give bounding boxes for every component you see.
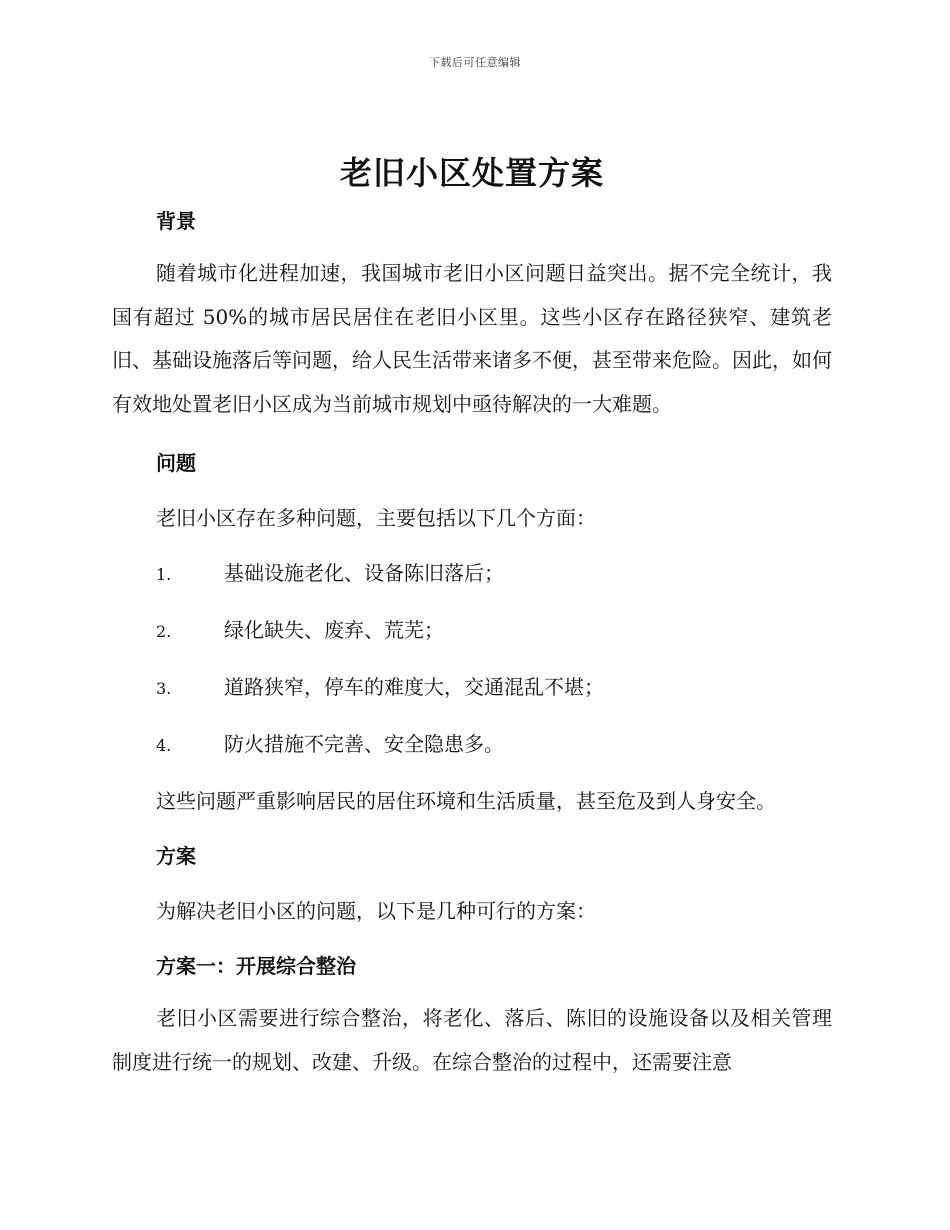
list-item-number: 1. [156, 565, 172, 584]
problems-list [112, 558, 832, 761]
list-item-text: 道路狭窄，停车的难度大，交通混乱不堪； [224, 675, 604, 699]
heading-background: 背景 [156, 209, 196, 233]
list-item-text: 防火措施不完善、安全隐患多。 [224, 732, 504, 756]
list-item [112, 672, 832, 704]
plan-one-paragraph: 老旧小区需要进行综合整治，将老化、落后、陈旧的设施设备以及相关管理制度进行统一的规划、改建、升级。在综合整治的过程中，还需要注意 [112, 1006, 832, 1074]
list-item [112, 558, 832, 590]
list-item-number: 2. [156, 622, 172, 641]
document-title: 老旧小区处置方案 [339, 154, 604, 192]
list-item [112, 615, 832, 647]
document-body [112, 148, 832, 1084]
list-item-text: 基础设施老化、设备陈旧落后； [224, 561, 504, 585]
list-item-number: 3. [156, 679, 172, 698]
problems-intro: 老旧小区存在多种问题，主要包括以下几个方面： [156, 506, 596, 530]
heading-plan-one: 方案一：开展综合整治 [156, 954, 356, 978]
solutions-intro: 为解决老旧小区的问题，以下是几种可行的方案： [156, 899, 596, 923]
list-item [112, 729, 832, 761]
list-item-number: 4. [156, 736, 172, 755]
heading-problems: 问题 [156, 451, 196, 475]
background-paragraph: 随着城市化进程加速，我国城市老旧小区问题日益突出。据不完全统计，我国有超过 50%的城市居民居住在老旧小区里。这些小区存在路径狭窄、建筑老旧、基础设施落后等问题，给人民生活带来诸多不便，甚至带来危险。因此，如何有效地处置老旧小区成为当前城市规划中亟待解决的一大难题。 [112, 261, 832, 416]
heading-solutions: 方案 [156, 844, 196, 868]
list-item-text: 绿化缺失、废弃、荒芜； [224, 618, 444, 642]
header-note: 下载后可任意编辑 [429, 56, 521, 69]
problems-conclusion: 这些问题严重影响居民的居住环境和生活质量，甚至危及到人身安全。 [156, 789, 776, 813]
